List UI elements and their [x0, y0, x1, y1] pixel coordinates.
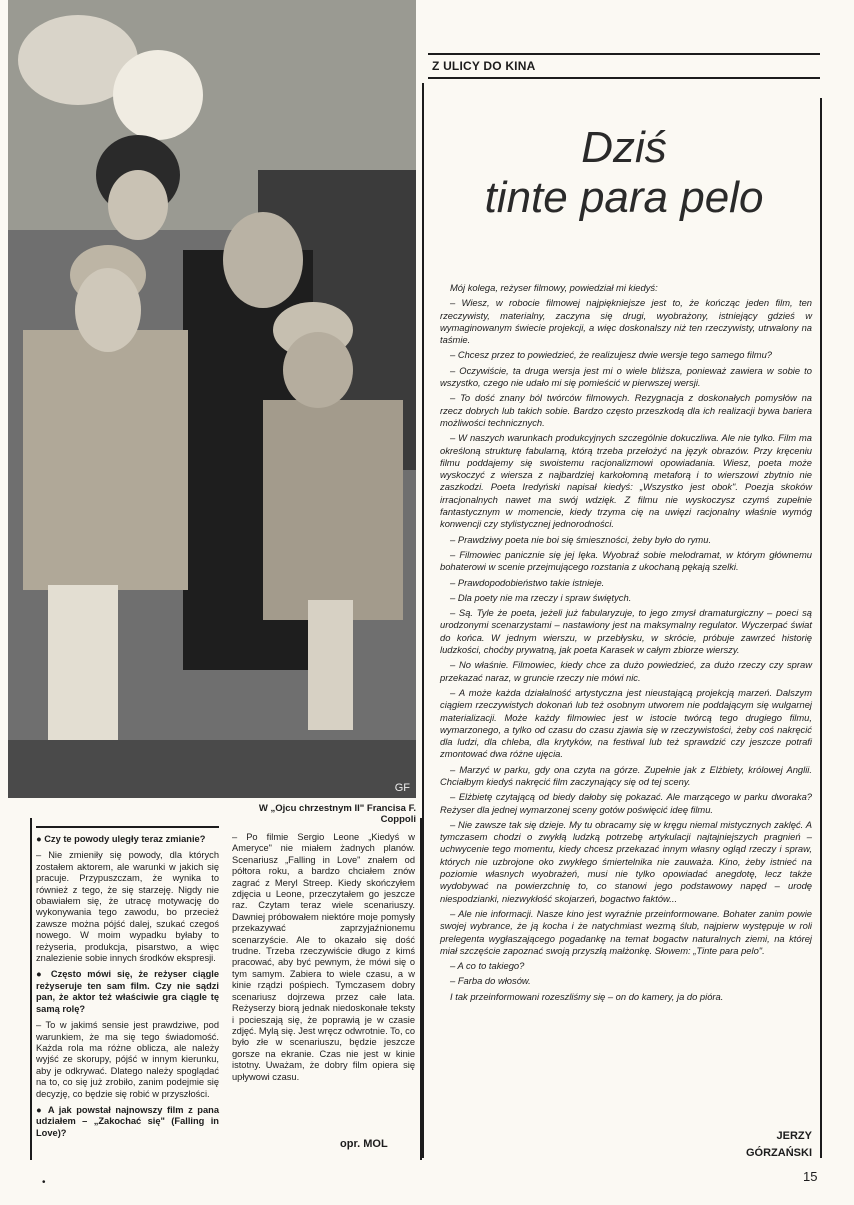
- rubric-label: Z ULICY DO KINA: [432, 59, 536, 73]
- article-paragraph: – W naszych warunkach produkcyjnych szczególnie dokuczliwa. Ale nie tylko. Film ma określoną strukturę fabularną, którą trzeba przełożyć na język obrazów. Przy kręceniu filmu poddajemy się swoistemu racjonalizmowi opowiadania. Wiesz, poeta może wyskoczyć z wiersza z najbardziej karkołomną metaforą i to wierszowi zbytnio nie zaszkodzi. Poeta Iredyński napisał kiedyś: „Wszystko jest obok". Poezja skoków irracjonalnych nawet ma swój wdzięk. Z filmu nie wyskoczysz czymś zupełnie fantastycznym w momencie, kiedy trzyma cię na uwięzi racjonalny właśnie wymóg konwencji czy stylistycznej jednorodności.: [440, 432, 812, 530]
- article-paragraph: – Marzyć w parku, gdy ona czyta na górze. Zupełnie jak z Elżbiety, królowej Anglii. Chciałbym kiedyś nakręcić film zaczynający się od tej sceny.: [440, 763, 812, 787]
- article-paragraph: – A co to takiego?: [450, 960, 525, 972]
- article-paragraph: – Prawdopodobieństwo takie istnieje.: [450, 576, 605, 588]
- page-mark: •: [42, 1177, 46, 1188]
- page-number: 15: [803, 1169, 818, 1184]
- article-paragraph: I tak przeinformowani rozeszliśmy się – on do kamery, ja do pióra.: [450, 990, 724, 1002]
- photo-caption: W „Ojcu chrzestnym II" Francisa F. Coppoli: [258, 803, 416, 825]
- article-paragraph: – Są. Tyle że poeta, jeżeli już fabularyzuje, to jego zmysł dramaturgiczny – poeci są urodzonymi scenarzystami – nastawiony jest na maksymalny regulator. Wyczerpać świat do końca. W jednym wierszu, w przebłysku, w skrócie, próbuje zawrzeć historię ludzkości, choćby prywatną, jak poeta Karasek w całym zbiorze wierszy.: [440, 607, 812, 656]
- article-paragraph: – To dość znany ból twórców filmowych. Rezygnacja z doskonałych pomysłów na rzecz dobrych lub takich sobie. Bardzo często przeszkodą dla ich realizacji bywa bariera możliwości technicznych.: [440, 392, 812, 428]
- article-author: [746, 1128, 812, 1162]
- interview-question-2: ● Często mówi się, że reżyser ciągle reżyseruje ten sam film. Czy nie sądzi pan, że aktor też właściwie gra ciągle tę samą rolę?: [36, 969, 219, 1014]
- photo-credit: GF: [394, 782, 410, 794]
- article-paragraph: – Elżbietę czytającą od biedy dałoby się pokazać. Ale marzącego w parku dworaka? Reżyser dla jednej wymarzonej sceny gotów poświęcić ideę filmu.: [440, 791, 812, 815]
- author-first-name: JERZY: [776, 1130, 812, 1142]
- article-paragraph: – No właśnie. Filmowiec, kiedy chce za dużo powiedzieć, za dużo rzeczy czy spraw przekazać naraz, w gruncie rzeczy nie mówi nic.: [440, 659, 812, 683]
- author-last-name: GÓRZAŃSKI: [746, 1147, 812, 1159]
- interview-column-1: [36, 826, 219, 1144]
- article-paragraph: – A może każda działalność artystyczna jest nieustającą projekcją marzeń. Dalszym ciągiem rzeczywistych dokonań lub też osobnym utworem nie poddającym się wulgarnej materializacji. Może każdy filmowiec jest w istocie twórcą tego drugiego filmu, wymarzonego, a tylko od czasu do czasu zjawia się w rzeczywistości, żeby coś nakręcić dla ludzi, dla chleba, dla krytyków, na festiwal lub też sprawdzić czy jeszcze potrafi zmontować dwa różne ujęcia.: [440, 686, 812, 760]
- interview-answer-1: – Nie zmieniły się powody, dla których zostałem aktorem, ale warunki w jakich się pracuje. Przypuszczam, że wynika to również z tego, że się starzeję. Nigdy nie obawiałem się, że utracę motywację do wykonywania tego zawodu, bo przecież zawsze można pójść dalej, szukać czegoś nowego. W moim wypadku byłaby to reżyseria, produkcja, pisarstwo, a więc znalezienie sobie innych środków ekspresji.: [36, 850, 219, 964]
- film-still-photo: [8, 0, 416, 798]
- article-paragraph: – Filmowiec panicznie się jej lęka. Wyobraź sobie melodramat, w którym głównemu bohaterowi w scenie przejmującego rozstania z ukochaną pękają szelki.: [440, 548, 812, 573]
- title-line-1: Dziś: [581, 123, 667, 172]
- article-body: [440, 282, 812, 1006]
- interview-answer-2: – To w jakimś sensie jest prawdziwe, pod warunkiem, że ma się tego świadomość. Każda rola ma różne oblicza, ale należy wyjść ze skorupy, pójść w innym kierunku, aby je odkrywać. Dlatego należy spoglądać na to, co się już zrobiło, zanim podejmie się decyzję, co będzie się robić w przyszłości.: [36, 1020, 219, 1099]
- rubric-rule: [428, 77, 820, 79]
- article-rule-right: [820, 98, 822, 1158]
- photo-illustration: [8, 0, 416, 798]
- article-rule-left: [422, 83, 424, 1158]
- interview-column-2: [232, 826, 415, 1083]
- article-paragraph: – Ale nie informacji. Nasze kino jest wyraźnie przeinformowane. Bohater zanim powie swojej wybrance, że ją kocha i że natychmiast wezmą ślub, najpierw występuje w roli prelegenta wygłaszającego pogadankę na temat bogactw naturalnych ziemi, na której miał szczęście zapoznać swoją przyszłą małżonkę. Słowem: „Tinte para pelo".: [440, 907, 812, 956]
- article-paragraph: – Nie zawsze tak się dzieje. My tu obracamy się w kręgu niemal mistycznych zaklęć. A tymczasem chodzi o zwykłą ludzką potrzebę artykulacji najtajniejszych pragnień – uchwycenie tego momentu, kiedy chcesz przekazać innym własny ogląd rzeczy i spraw, których nie uzbrojone oko zwykłego śmiertelnika nie zauważa. Kino, żeby istnieć na poziomie własnych wyobrażeń, musi nie tylko opowiadać anegdotę, lecz także wydobywać na powierzchnię to, co stanowi jego podstawowy napęd – urodę niespodzianki, niezwykłość skojarzeń, bogactwo faktów...: [440, 818, 812, 904]
- article-paragraph: – Dla poety nie ma rzeczy i spraw świętych.: [450, 591, 632, 603]
- article-panel: [428, 53, 820, 1158]
- top-rule: [428, 53, 820, 55]
- article-paragraph: Mój kolega, reżyser filmowy, powiedział mi kiedyś:: [450, 282, 658, 293]
- interview-answer-3: – Po filmie Sergio Leone „Kiedyś w Ameryce" nie miałem żadnych planów. Scenariusz „Falling in Love" znałem od półtora roku, a bardzo chciałem znów zagrać z Meryl Streep. Kiedy skończyłem zdjęcia u Leone, przeczytałem go jeszcze raz. Czytam teraz wiele scenariuszy. Dawniej próbowałem niektóre moje pomysły przekazywać zaprzyjaźnionemu scenarzyście. Ale to okazało się dość trudne. Trzeba rzeczywiście długo z kimś pracować, aby być pewnym, że mówi się o tym samym. Zabiera to wiele czasu, a w kinie rządzi pośpiech. Tymczasem dobry scenariusz dojrzewa przez całe lata. Reżyserzy biorą jednak niedoskonałe teksty i pocieszają się, że poprawią je w czasie zdjęć. Mylą się. Jest wręcz odwrotnie. To, co było złe w scenariuszu, będzie jeszcze gorsze na ekranie. Czas nie jest w kinie istotny. Uważam, że dobry film opiera się upływowi czasu.: [232, 832, 415, 1082]
- title-line-2: tinte para pelo: [484, 173, 764, 222]
- article-paragraph: – Oczywiście, ta druga wersja jest mi o wiele bliższa, ponieważ zawiera w sobie to wszystko, czego nie udało mi się pomieścić w pierwszej wersji.: [440, 364, 812, 389]
- article-paragraph: – Prawdziwy poeta nie boi się śmieszności, żeby było do rymu.: [450, 533, 712, 545]
- column-rule-left: [30, 818, 32, 1160]
- interview-question-3: ● A jak powstał najnowszy film z pana udziałem – „Zakochać się" (Falling in Love)?: [36, 1104, 219, 1138]
- article-paragraph: – Farba do włosów.: [450, 975, 531, 987]
- interview-signature: opr. MOL: [340, 1138, 388, 1150]
- article-title: [428, 123, 820, 223]
- article-paragraph: – Wiesz, w robocie filmowej najpiękniejsze jest to, że kończąc jeden film, ten rzeczywisty, materialny, zaczyna się drugi, wyobrażony, istniejący gdzieś w wymaginowanym świecie projekcji, a więc doskonalszy niż ten rzeczywisty, utrwalony na taśmie.: [440, 297, 812, 346]
- interview-question-1: ● Czy te powody uległy teraz zmianie?: [36, 834, 206, 844]
- article-paragraph: – Chcesz przez to powiedzieć, że realizujesz dwie wersje tego samego filmu?: [450, 349, 773, 361]
